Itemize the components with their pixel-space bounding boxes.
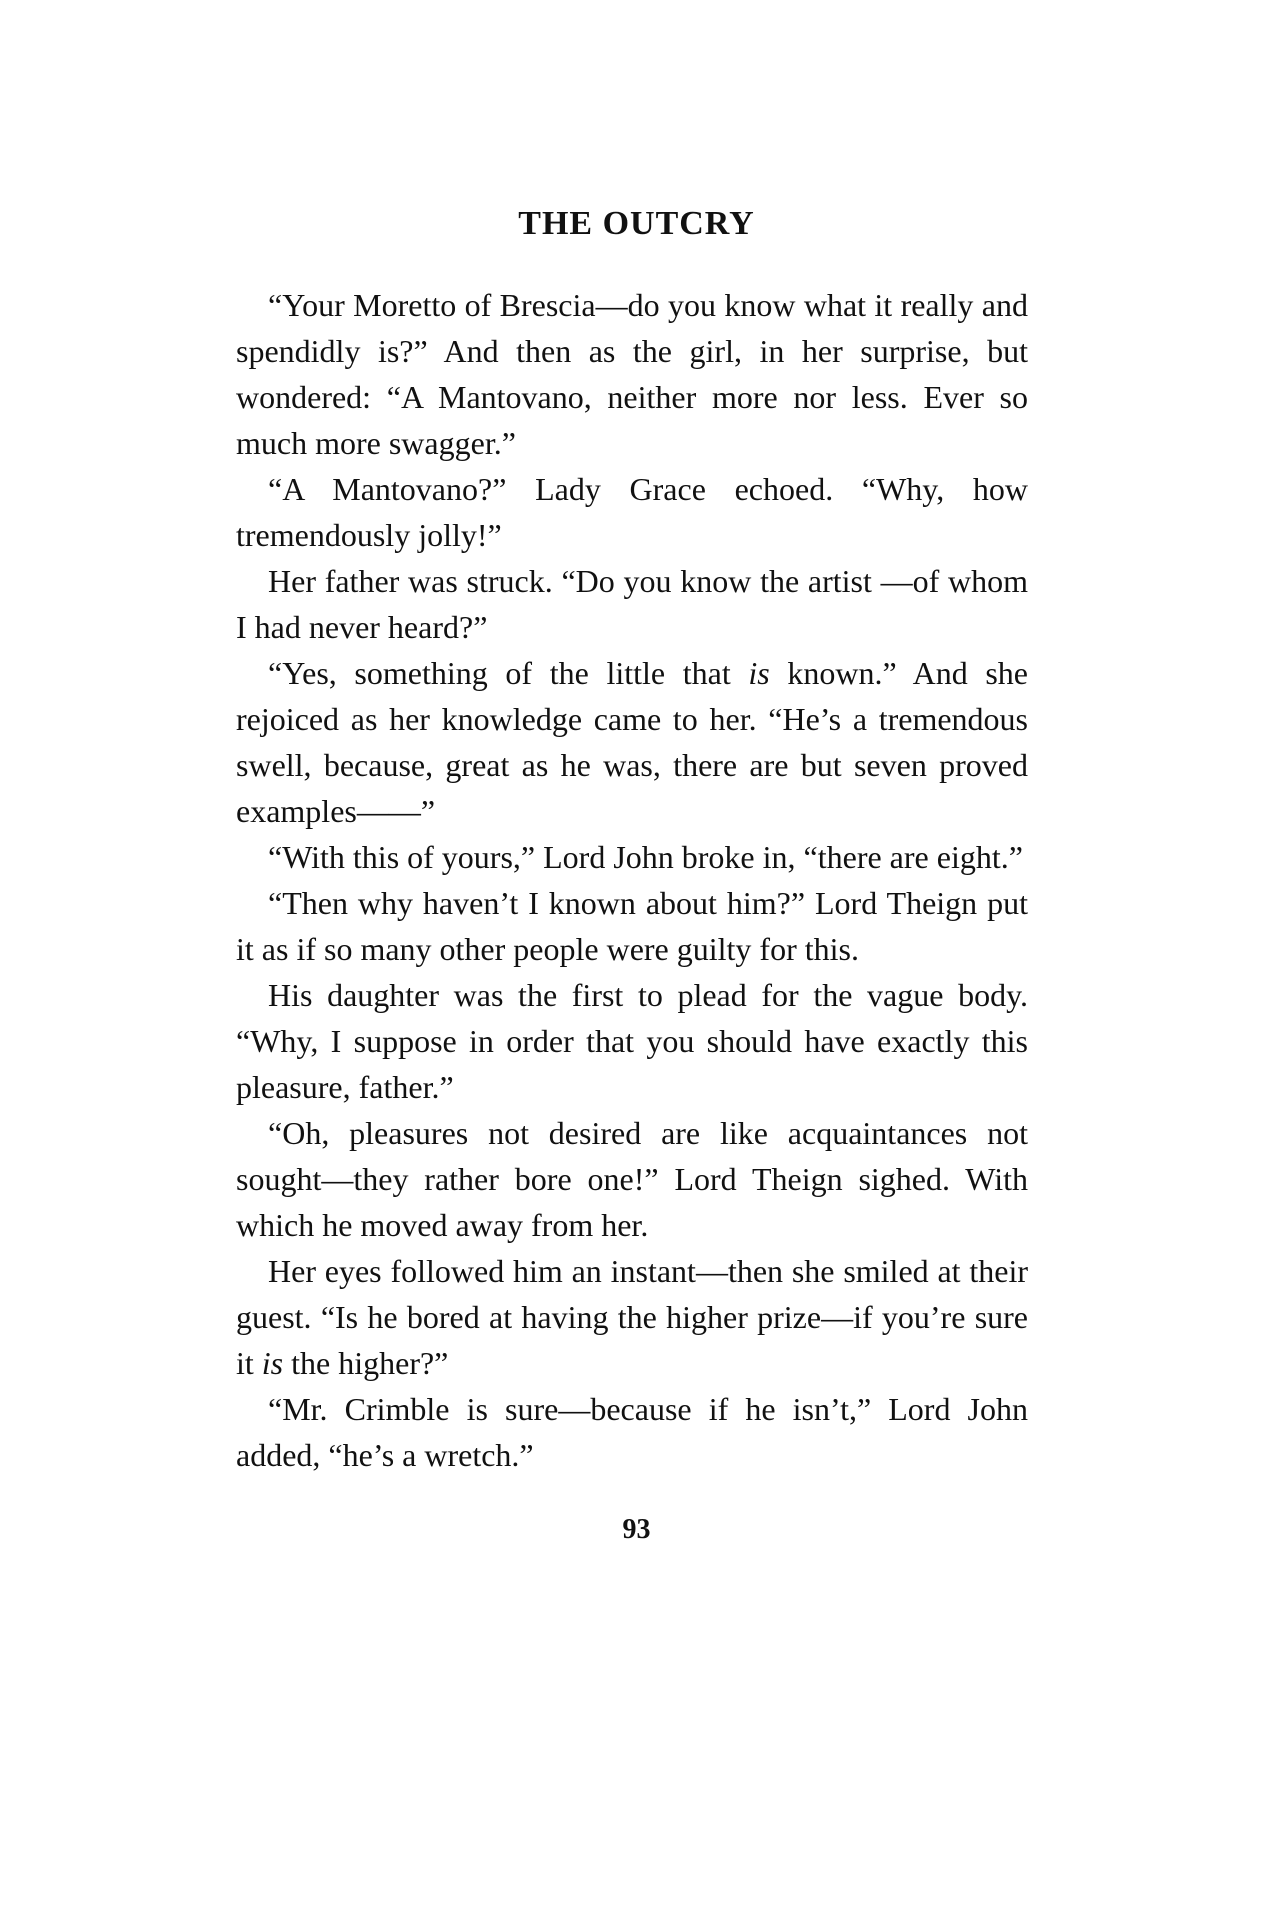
paragraph bbox=[236, 1248, 1028, 1386]
paragraph bbox=[236, 1110, 1028, 1248]
paragraph bbox=[236, 834, 1028, 880]
text-run: “With this of yours,” Lord John broke in, “there are eight.” bbox=[268, 839, 1023, 875]
text-run: known.” And she rejoiced as her knowledge came to her. “He’s a tremendous swell, because, great as he was, there are but seven proved examples——” bbox=[236, 655, 1029, 829]
body-text bbox=[236, 282, 1028, 1478]
paragraph bbox=[236, 466, 1028, 558]
italic-emphasis: is bbox=[261, 1345, 284, 1381]
text-run: “Your Moretto of Brescia—do you know what it really and spendidly is?” And then as the girl, in her surprise, but wondered: “A Mantovano, neither more nor less. Ever so much more swagger.” bbox=[236, 287, 1028, 461]
running-head: THE OUTCRY bbox=[518, 205, 755, 242]
paragraph bbox=[236, 1386, 1028, 1478]
paragraph bbox=[236, 972, 1028, 1110]
text-run: “Then why haven’t I known about him?” Lord Theign put it as if so many other people were guilty for this. bbox=[236, 885, 1028, 967]
paragraph bbox=[236, 558, 1028, 650]
paragraph bbox=[236, 282, 1028, 466]
paragraph bbox=[236, 880, 1028, 972]
text-run: His daughter was the first to plead for the vague body. “Why, I suppose in order that you should have exactly this pleasure, father.” bbox=[236, 977, 1028, 1105]
text-run: Her father was struck. “Do you know the artist —of whom I had never heard?” bbox=[236, 563, 1028, 645]
paragraph bbox=[236, 650, 1028, 834]
page-number: 93 bbox=[622, 1514, 651, 1545]
italic-emphasis: is bbox=[748, 655, 770, 691]
text-run: “A Mantovano?” Lady Grace echoed. “Why, how tremendously jolly!” bbox=[236, 471, 1028, 553]
text-run: the higher?” bbox=[283, 1345, 449, 1381]
text-run: “Mr. Crimble is sure—because if he isn’t,” Lord John added, “he’s a wretch.” bbox=[236, 1391, 1028, 1473]
text-run: “Yes, something of the little that bbox=[268, 655, 749, 691]
text-run: Her eyes followed him an instant—then she smiled at their guest. “Is he bored at having the higher prize—if you’re sure it bbox=[236, 1253, 1028, 1381]
text-run: “Oh, pleasures not desired are like acquaintances not sought—they rather bore one!” Lord Theign sighed. With which he moved away from her. bbox=[236, 1115, 1028, 1243]
